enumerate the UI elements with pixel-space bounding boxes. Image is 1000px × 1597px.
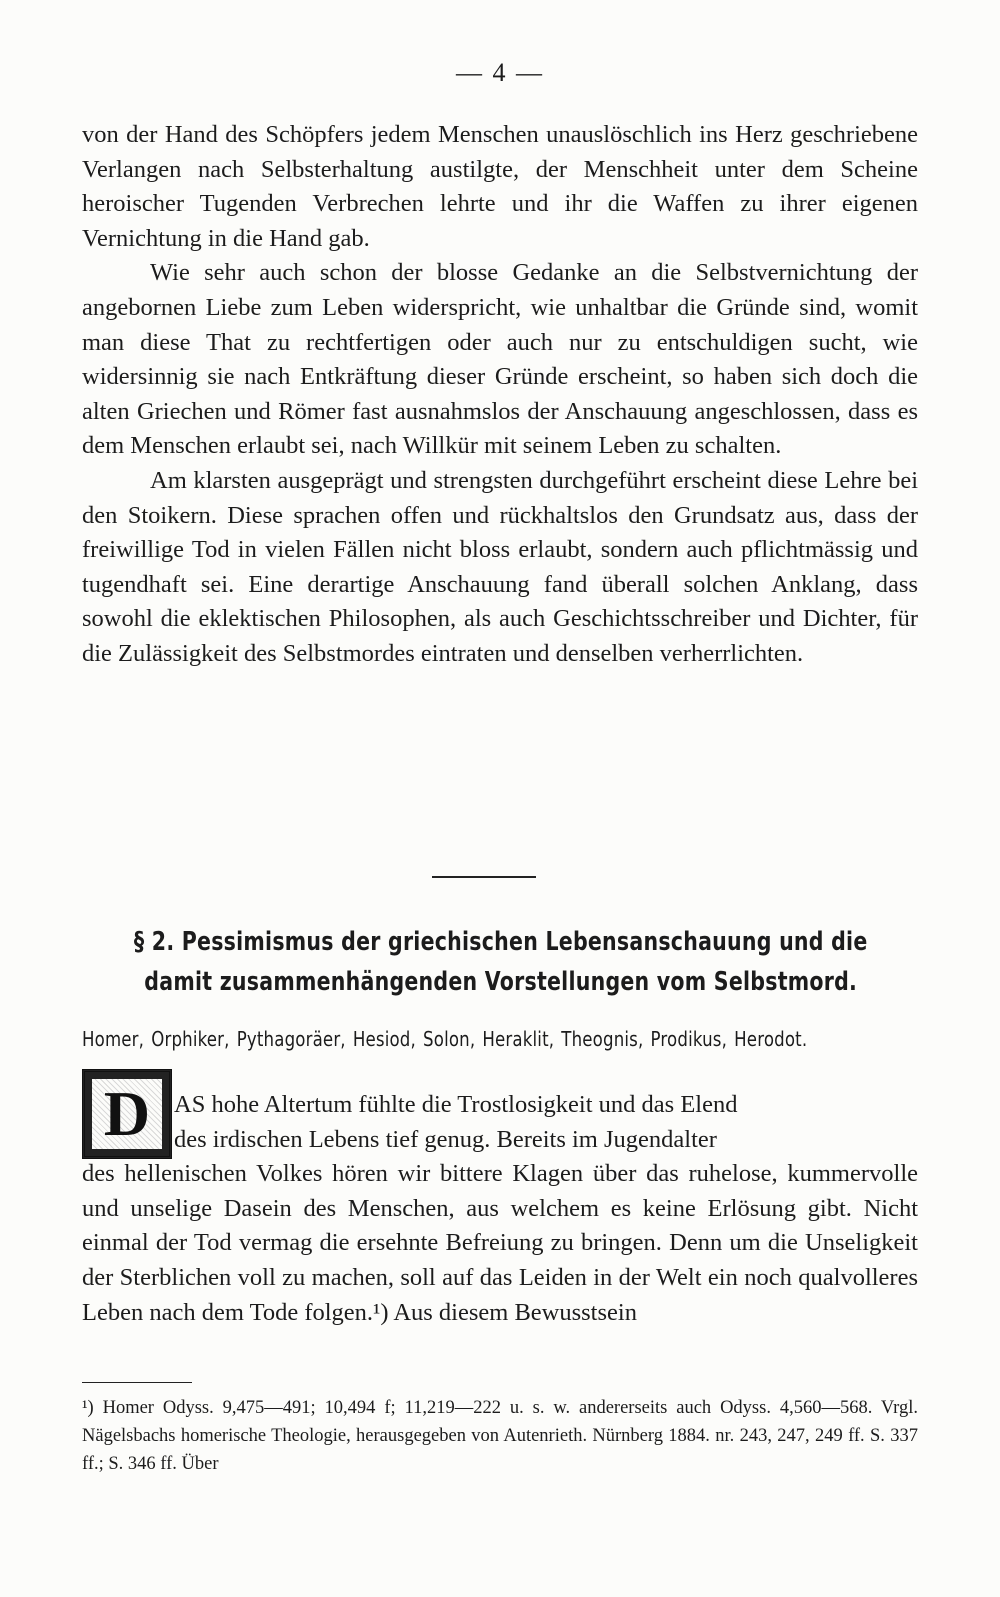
drop-cap-letter: D <box>92 1079 162 1149</box>
paragraph-3: Am klarsten ausgeprägt und strengsten durchgeführt erscheint diese Lehre bei den Stoikern. Diese sprachen offen und rückhaltslos den Grundsatz aus, dass der freiwillige Tod in vielen Fällen nicht bloss erlaubt, sondern auch pflichtmässig und tugendhaft sei. Eine derartige Anschauung fand überall solchen Anklang, dass sowohl die eklektischen Philosophen, als auch Geschichtsschreiber und Dichter, für die Zulässigkeit des Selbstmordes eintraten und denselben verherrlichten. <box>82 466 918 667</box>
top-text-block <box>82 118 918 672</box>
paragraph-1: von der Hand des Schöpfers jedem Menschen unauslöschlich ins Herz geschriebene Verlangen nach Selbsterhaltung austilgte, der Menschheit unter dem Scheine heroischer Tugenden Verbrechen lehrte und ihr die Waffen zu ihrer eigenen Vernichtung in die Hand gab. <box>82 121 918 252</box>
footnote <box>82 1394 918 1478</box>
section-divider <box>432 876 536 878</box>
page-number: — 4 — <box>456 58 544 87</box>
footnote-text: ¹) Homer Odyss. 9,475—491; 10,494 f; 11,219—222 u. s. w. andererseits auch Odyss. 4,560—568. Vrgl. Nägelsbachs homerische Theologie, herausgegeben von Autenrieth. Nürnberg 1884. nr. 243, 247, 249 ff. S. 337 ff.; S. 346 ff. Über <box>82 1398 918 1474</box>
first-line: AS hohe Altertum fühlte die Trostlosigkeit und das Elend <box>174 1091 738 1118</box>
section-heading-line-1: § 2. Pessimismus der griechischen Lebensanschauung und die <box>133 927 868 957</box>
paragraph-4: des hellenischen Volkes hören wir bittere Klagen über das ruhelose, kummervolle und unselige Dasein des Menschen, aus welchem es keine Erlösung gibt. Nicht einmal der Tod vermag die ersehnte Befreiung zu bringen. Denn um die Unseligkeit der Sterblichen voll zu machen, soll auf das Leiden in der Welt ein noch qualvolleres Leben nach dem Tode folgen.¹) Aus diesem Bewusstsein <box>82 1160 918 1326</box>
section-heading <box>82 922 919 1002</box>
section-subheading: Homer, Orphiker, Pythagoräer, Hesiod, Solon, Heraklit, Theognis, Prodikus, Herodot. <box>82 1027 808 1051</box>
paragraph-2: Wie sehr auch schon der blosse Gedanke an die Selbstvernichtung der angebornen Liebe zum Leben widerspricht, wie unhaltbar die Gründe sind, womit man diese That zu rechtfertigen oder auch nur zu entschuldigen sucht, wie widersinnig sie nach Entkräftung dieser Gründe erscheint, so haben sich doch die alten Griechen und Römer fast ausnahmslos der Anschauung angeschlossen, dass es dem Menschen erlaubt sei, nach Willkür mit seinem Leben zu schalten. <box>82 259 918 460</box>
footnote-divider <box>82 1382 192 1383</box>
lower-text-block <box>82 1088 918 1330</box>
second-line: des irdischen Lebens tief genug. Bereits im Jugendalter <box>174 1125 717 1153</box>
section-heading-line-2: damit zusammenhängenden Vorstellungen vom Selbstmord. <box>144 967 858 997</box>
